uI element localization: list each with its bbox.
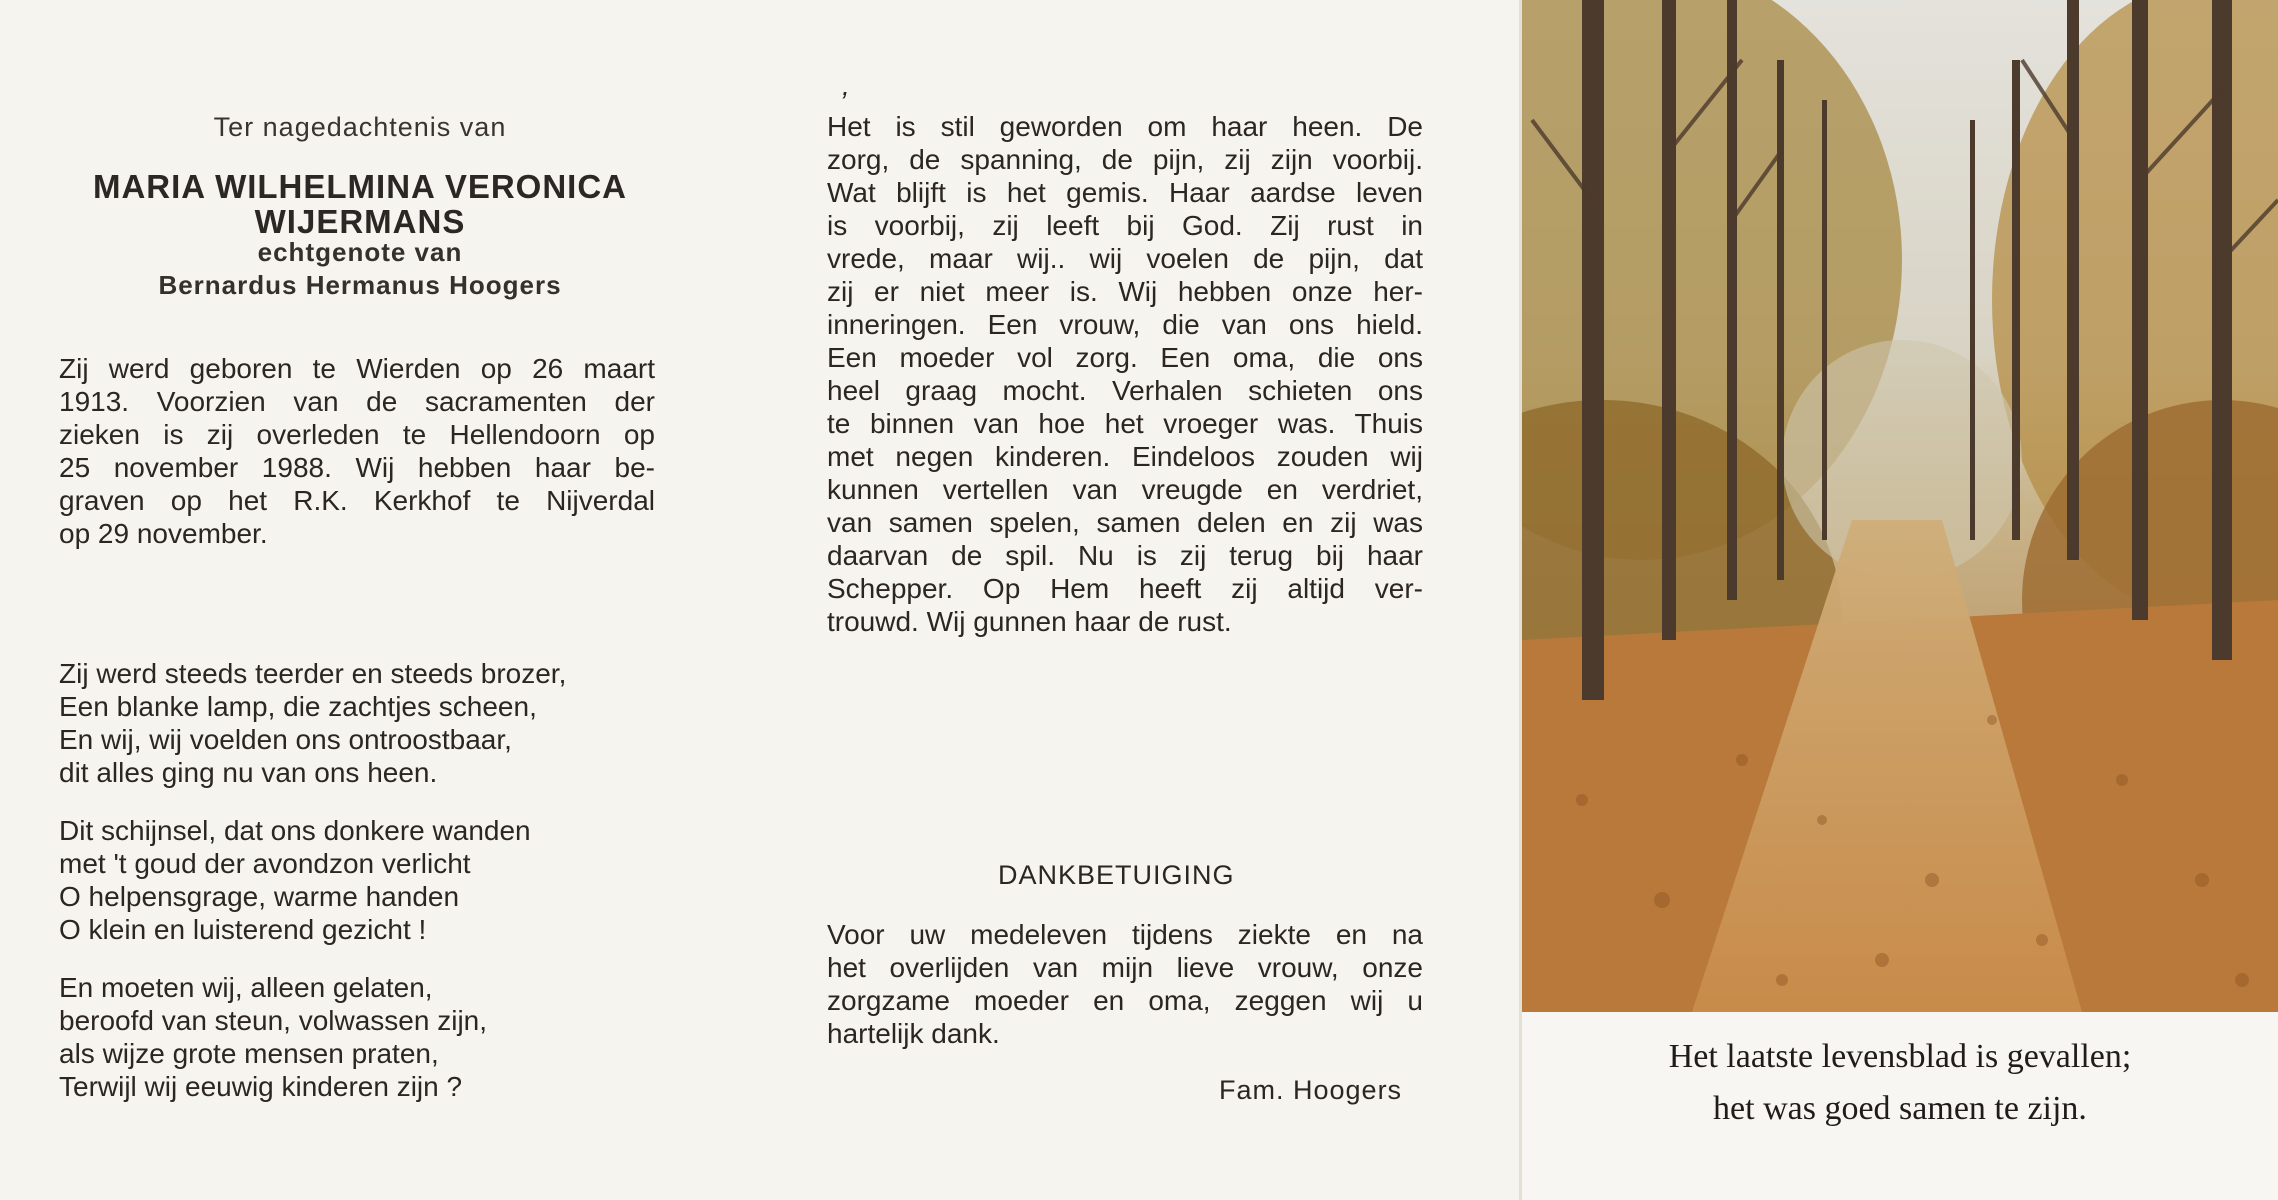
poem-line: En wij, wij voelden ons ontroostbaar,: [59, 724, 512, 755]
thanks-heading: DANKBETUIGING: [998, 860, 1235, 890]
thanks-paragraph: [827, 918, 1423, 1050]
thanks-line: hartelijk dank.: [827, 1018, 1000, 1049]
bio-line: 1913. Voorzien van de sacramenten der: [59, 386, 655, 417]
poem-line: Een blanke lamp, die zachtjes scheen,: [59, 691, 537, 722]
reflection-line: heel graag mocht. Verhalen schieten ons: [827, 375, 1423, 406]
reflection-line: Wat blijft is het gemis. Haar aardse leven: [827, 177, 1423, 208]
right-panel: [1522, 0, 2278, 1200]
reflection-line: Het is stil geworden om haar heen. De: [827, 111, 1423, 142]
reflection-line: Een moeder vol zorg. Een oma, die ons: [827, 342, 1423, 373]
spouse-name: Bernardus Hermanus Hoogers: [158, 270, 562, 300]
thanks-line: het overlijden van mijn lieve vrouw, onze: [827, 952, 1423, 983]
family-signature: Fam. Hoogers: [1219, 1075, 1403, 1105]
autumn-forest-photo: [1522, 0, 2278, 1012]
spouse-intro: echtgenote van: [257, 237, 463, 267]
biography-paragraph: [59, 352, 655, 550]
memorial-intro: Ter nagedachtenis van: [213, 112, 507, 142]
poem-line: O helpensgrage, warme handen: [59, 881, 460, 912]
deceased-name-line2: WIJERMANS: [254, 203, 466, 240]
poem-line: met 't goud der avondzon verlicht: [59, 848, 471, 879]
reflection-line: met negen kinderen. Eindeloos zouden wij: [827, 441, 1423, 472]
photo-caption-line1: Het laatste levensblad is gevallen;: [1668, 1038, 2132, 1075]
bio-line: zieken is zij overleden te Hellendoorn op: [59, 419, 655, 450]
deceased-name-line1: MARIA WILHELMINA VERONICA: [92, 168, 628, 205]
poem-line: dit alles ging nu van ons heen.: [59, 757, 438, 788]
poem-line: als wijze grote mensen praten,: [59, 1038, 439, 1069]
reflection-line: trouwd. Wij gunnen haar de rust.: [827, 606, 1232, 637]
reflection-paragraph: [827, 110, 1423, 638]
poem-line: Terwijl wij eeuwig kinderen zijn ?: [59, 1071, 463, 1102]
reflection-line: kunnen vertellen van vreugde en verdriet,: [827, 474, 1423, 505]
thanks-line: zorgzame moeder en oma, zeggen wij u: [827, 985, 1423, 1016]
reflection-line: daarvan de spil. Nu is zij terug bij haar: [827, 540, 1423, 571]
reflection-line: inneringen. Een vrouw, die van ons hield.: [827, 309, 1423, 340]
bio-line: 25 november 1988. Wij hebben haar be-: [59, 452, 655, 483]
poem-stanza-2: [59, 814, 531, 946]
poem-line: Zij werd steeds teerder en steeds brozer,: [59, 658, 567, 689]
reflection-line: Schepper. Op Hem heeft zij altijd ver-: [827, 573, 1423, 604]
autumn-forest-illustration: [1522, 0, 2278, 1012]
bio-line: graven op het R.K. Kerkhof te Nijverdal: [59, 485, 655, 516]
poem-stanza-3: [59, 971, 487, 1103]
bio-line: Zij werd geboren te Wierden op 26 maart: [59, 353, 655, 384]
poem-line: Dit schijnsel, dat ons donkere wanden: [59, 815, 531, 846]
bio-line: op 29 november.: [59, 518, 268, 549]
poem-line: O klein en luisterend gezicht !: [59, 914, 427, 945]
left-panel: [0, 0, 760, 1200]
reflection-line: zorg, de spanning, de pijn, zij zijn voorbij.: [827, 144, 1423, 175]
middle-panel: [760, 0, 1520, 1200]
reflection-line: te binnen van hoe het vroeger was. Thuis: [827, 408, 1423, 439]
reflection-line: is voorbij, zij leeft bij God. Zij rust in: [827, 210, 1423, 241]
reflection-line: van samen spelen, samen delen en zij was: [827, 507, 1423, 538]
thanks-line: Voor uw medeleven tijdens ziekte en na: [827, 919, 1423, 950]
poem-stanza-1: [59, 657, 566, 789]
tick-mark: ,: [842, 70, 850, 101]
poem-line: beroofd van steun, volwassen zijn,: [59, 1005, 488, 1036]
photo-caption-line2: het was goed samen te zijn.: [1713, 1090, 2087, 1127]
poem-line: En moeten wij, alleen gelaten,: [59, 972, 433, 1003]
reflection-line: vrede, maar wij.. wij voelen de pijn, dat: [827, 243, 1423, 274]
reflection-line: zij er niet meer is. Wij hebben onze her-: [827, 276, 1423, 307]
